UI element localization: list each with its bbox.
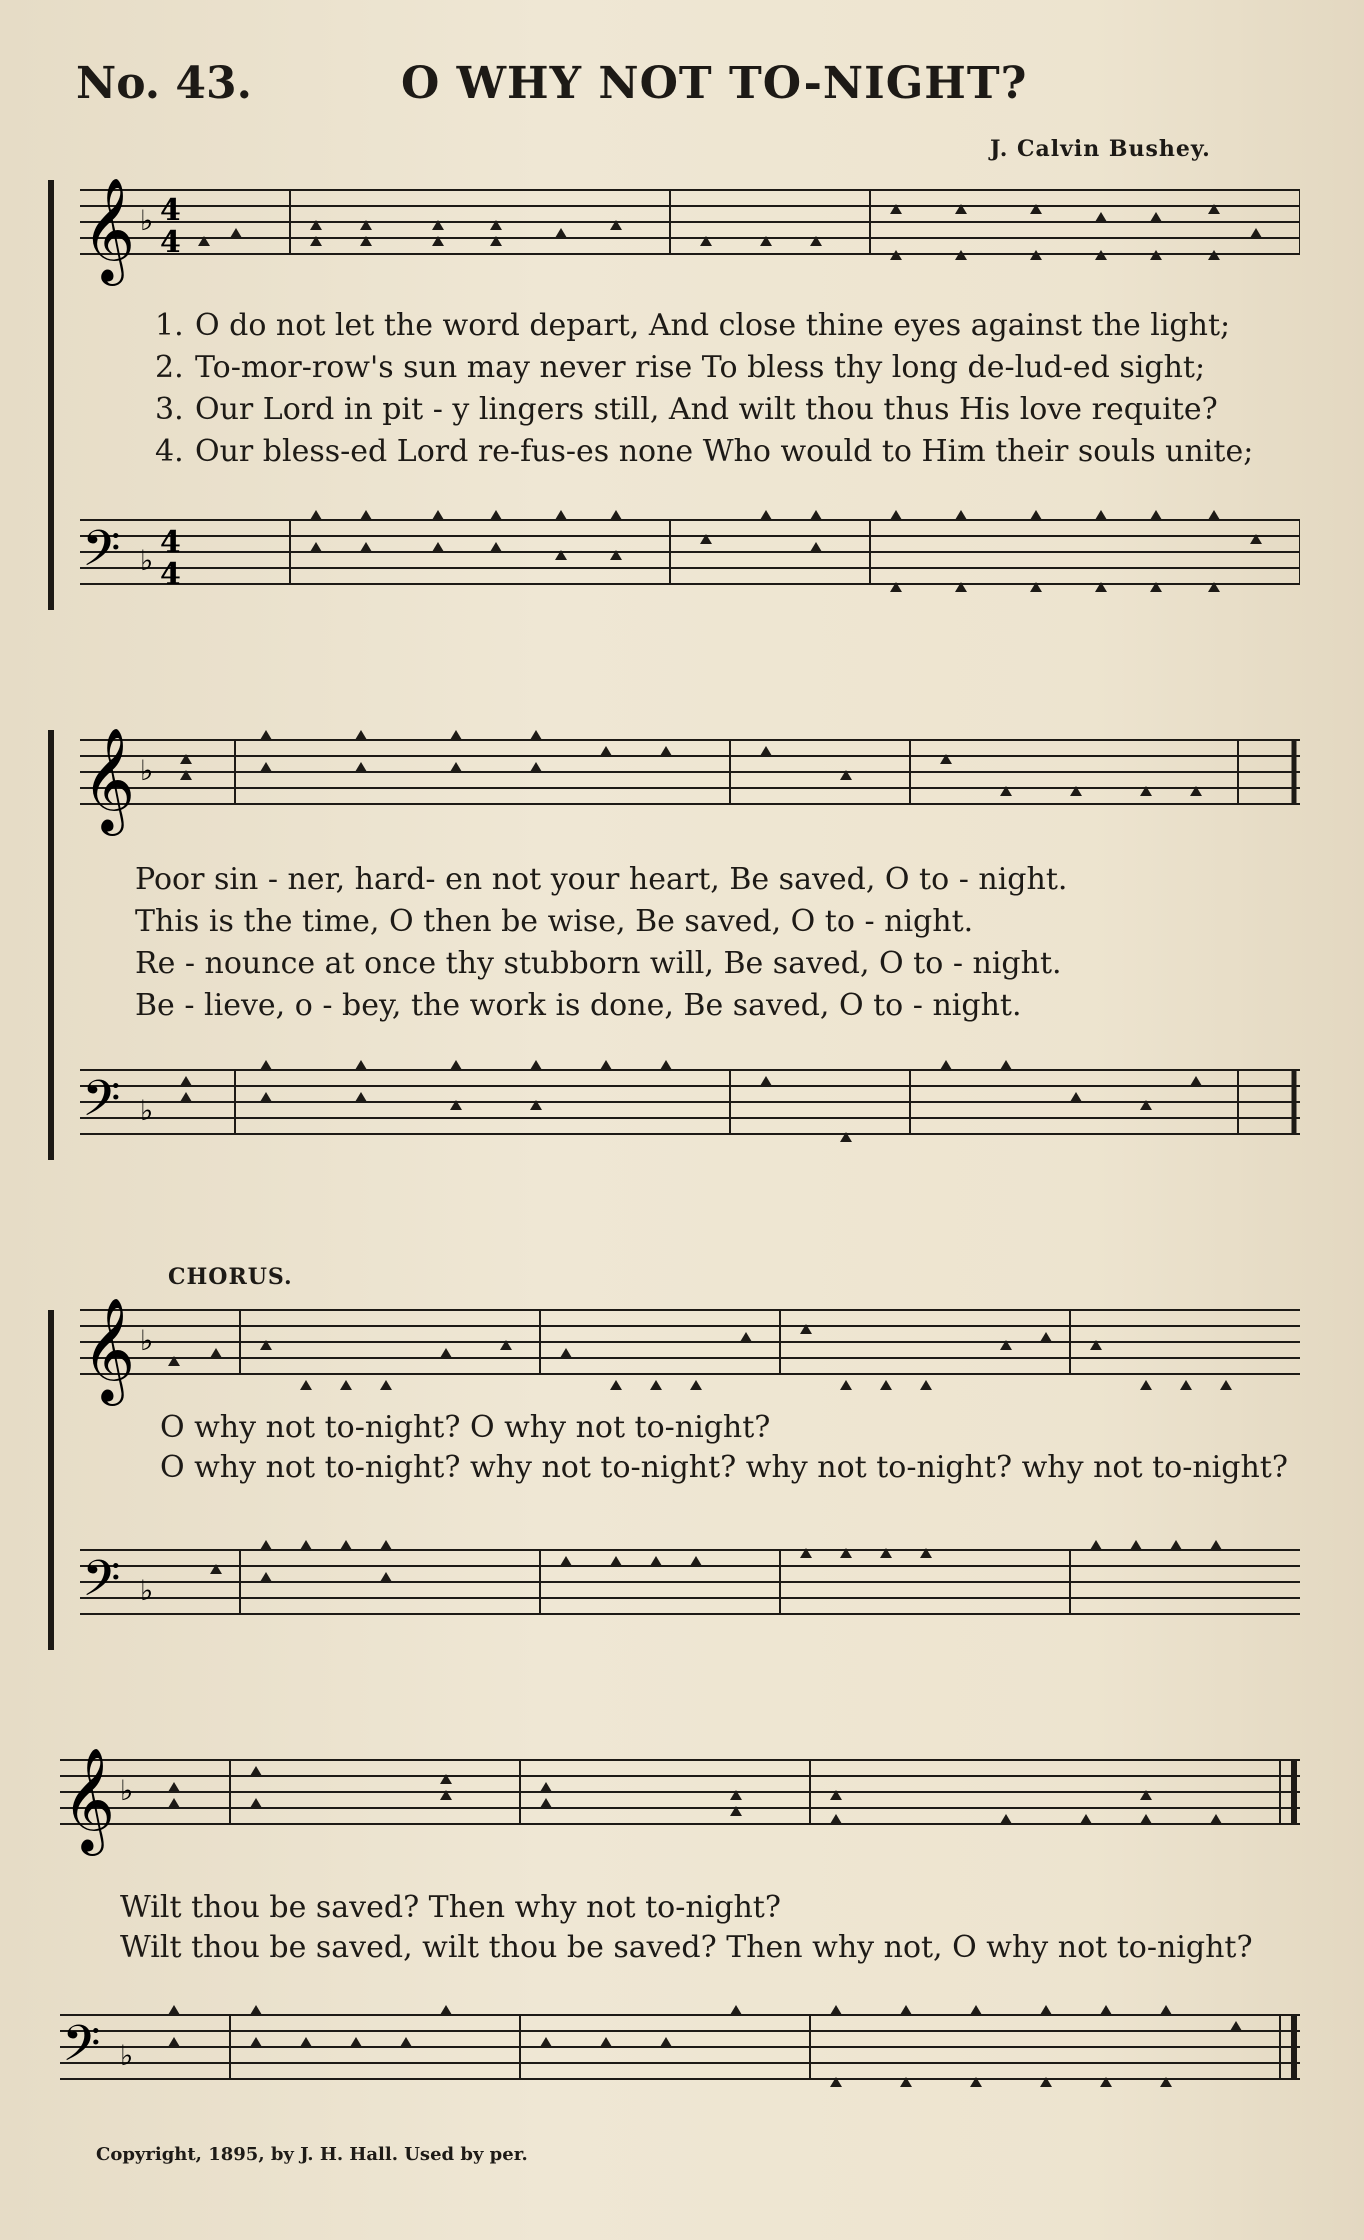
verse-text: Poor sin - ner, hard- en not your heart, Be saved, O to - night. <box>135 862 1068 897</box>
chorus-line-1-soprano: O why not to-night? O why not to-night? <box>160 1410 771 1445</box>
music-system-4 <box>40 1730 1300 2130</box>
svg-text:♭: ♭ <box>140 204 154 237</box>
svg-text:4: 4 <box>160 525 181 560</box>
system-bracket-2 <box>40 700 60 1170</box>
verse-4-line-1 <box>155 434 1253 469</box>
verse-text: Our bless-ed Lord re-fus-es none Who would to Him their souls unite; <box>195 434 1254 469</box>
verse-3-line-1 <box>155 392 1218 427</box>
svg-text:♭: ♭ <box>120 2039 134 2072</box>
svg-text:♭: ♭ <box>140 1324 154 1357</box>
svg-text:𝄢: 𝄢 <box>82 1070 121 1140</box>
svg-text:4: 4 <box>160 557 181 592</box>
svg-text:𝄞: 𝄞 <box>82 1297 136 1402</box>
verse-1-line-2 <box>135 862 1067 897</box>
verse-text: Our Lord in pit - y lingers still, And wilt thou thus His love requite? <box>195 392 1218 427</box>
bass-staff-3 <box>40 1510 1300 1660</box>
verse-2-line-2 <box>135 904 973 939</box>
verse-text: This is the time, O then be wise, Be saved, O to - night. <box>135 904 974 939</box>
svg-text:♭: ♭ <box>140 1094 154 1127</box>
music-system-1 <box>40 160 1300 630</box>
svg-text:𝄢: 𝄢 <box>82 520 121 590</box>
verse-number: 3. <box>155 392 184 427</box>
verse-number: 4. <box>155 434 184 469</box>
svg-text:♭: ♭ <box>140 544 154 577</box>
verse-text: Be - lieve, o - bey, the work is done, Be saved, O to - night. <box>135 988 1022 1023</box>
svg-text:𝄞: 𝄞 <box>82 177 136 282</box>
svg-text:𝄢: 𝄢 <box>82 1550 121 1620</box>
svg-text:𝄞: 𝄞 <box>62 1747 116 1852</box>
bass-staff-2 <box>40 1030 1300 1190</box>
verse-number: 1. <box>155 308 184 343</box>
verse-4-line-2 <box>135 988 1021 1023</box>
treble-staff-4 <box>40 1730 1300 1900</box>
chorus-line-2-soprano: Wilt thou be saved? Then why not to-night? <box>120 1890 781 1925</box>
verse-text: O do not let the word depart, And close thine eyes against the light; <box>195 308 1231 343</box>
svg-text:♭: ♭ <box>140 754 154 787</box>
svg-text:♭: ♭ <box>140 1574 154 1607</box>
system-bracket-1 <box>40 160 60 630</box>
treble-staff-2 <box>40 700 1300 870</box>
copyright-notice: Copyright, 1895, by J. H. Hall. Used by per. <box>96 2144 528 2165</box>
hymn-title: O WHY NOT TO-NIGHT? <box>401 58 1028 109</box>
verse-text: To-mor-row's sun may never rise To bless thy long de-lud-ed sight; <box>195 350 1206 385</box>
hymn-number: No. 43. <box>76 58 252 109</box>
svg-text:𝄢: 𝄢 <box>62 2015 101 2085</box>
music-system-3 <box>40 1250 1300 1670</box>
music-system-2 <box>40 700 1300 1170</box>
svg-text:4: 4 <box>160 193 181 228</box>
bass-staff-4 <box>40 1975 1300 2125</box>
svg-text:♭: ♭ <box>120 1774 134 1807</box>
bass-staff-1 <box>40 480 1300 640</box>
system-bracket-3 <box>40 1250 60 1670</box>
chorus-line-1-alto: O why not to-night? why not to-night? why not to-night? why not to-night? <box>160 1450 1288 1485</box>
verse-number: 2. <box>155 350 184 385</box>
svg-text:𝄞: 𝄞 <box>82 727 136 832</box>
chorus-label: CHORUS. <box>168 1264 293 1290</box>
composer-credit: J. Calvin Bushey. <box>990 136 1211 162</box>
verse-text: Re - nounce at once thy stubborn will, Be saved, O to - night. <box>135 946 1062 981</box>
hymn-header <box>76 58 1316 118</box>
verse-3-line-2 <box>135 946 1062 981</box>
verse-1-line-1 <box>155 308 1230 343</box>
chorus-line-2-alto: Wilt thou be saved, wilt thou be saved? Then why not, O why not to-night? <box>120 1930 1253 1965</box>
treble-staff-1 <box>40 160 1300 330</box>
verse-2-line-1 <box>155 350 1205 385</box>
svg-text:4: 4 <box>160 225 181 260</box>
